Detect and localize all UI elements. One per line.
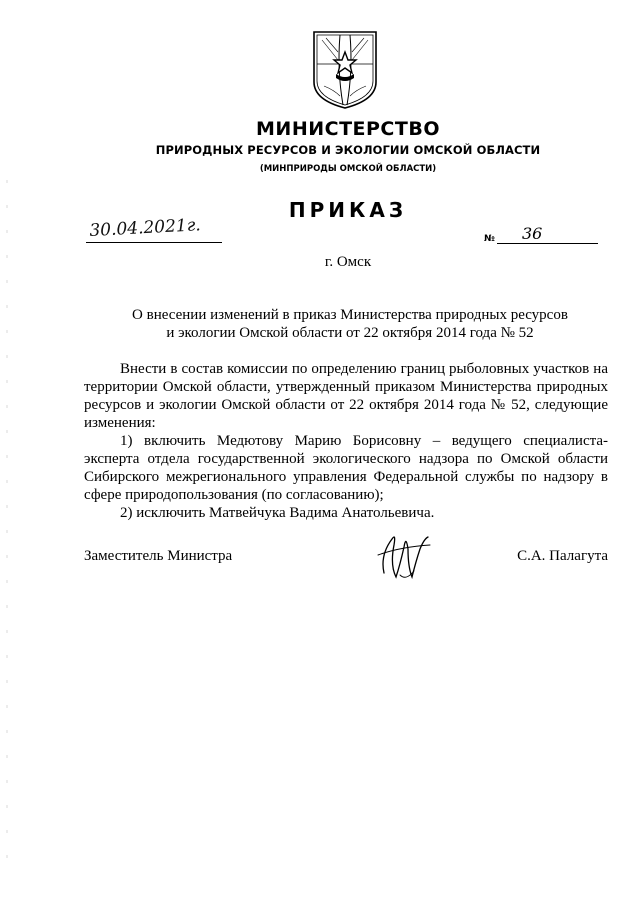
- body-item-1: 1) включить Медютову Марию Борисовну – ведущего специалиста-эксперта отдела государственной экологического надзора по Омской области Сибирского межрегионального управления Федеральной службы по надзору в сфере природопользования (по согласованию);: [84, 433, 608, 503]
- scan-edge-marks: [6, 180, 8, 880]
- number-field: [484, 222, 598, 244]
- subject-line-2: и экологии Омской области от 22 октября 2014 года № 52: [166, 325, 534, 341]
- city-line: г. Омск: [324, 254, 372, 270]
- body-item-2: 2) исключить Матвейчука Вадима Анатольевича.: [120, 505, 435, 521]
- ministry-abbreviation: (МИНПРИРОДЫ ОМСКОЙ ОБЛАСТИ): [259, 164, 437, 174]
- ministry-title: МИНИСТЕРСТВО: [256, 118, 440, 140]
- signatory-name: С.А. Палагута: [517, 548, 608, 564]
- ministry-subtitle: ПРИРОДНЫХ РЕСУРСОВ И ЭКОЛОГИИ ОМСКОЙ ОБЛАСТИ: [155, 143, 541, 157]
- coat-of-arms-icon: [312, 30, 378, 110]
- signatory-position: Заместитель Министра: [84, 548, 233, 564]
- number-sign: №: [484, 234, 495, 244]
- signature-row: [84, 548, 608, 578]
- date-field: [86, 215, 222, 243]
- handwritten-number: 36: [522, 224, 543, 243]
- document-body: [84, 360, 608, 522]
- subject-line-1: О внесении изменений в приказ Министерства природных ресурсов: [132, 307, 568, 323]
- document-type-heading: ПРИКАЗ: [288, 198, 408, 222]
- handwritten-date: 30.04.2021г.: [88, 215, 202, 241]
- document-subject: [120, 306, 580, 342]
- body-paragraph: Внести в состав комиссии по определению границ рыболовных участков на территории Омской области, утвержденный приказом Министерства природных ресурсов и экологии Омской области от 22 октября 2014 года № 52, следующие изменения:: [84, 361, 608, 431]
- number-underline: [497, 243, 598, 244]
- handwritten-signature-icon: [370, 525, 436, 585]
